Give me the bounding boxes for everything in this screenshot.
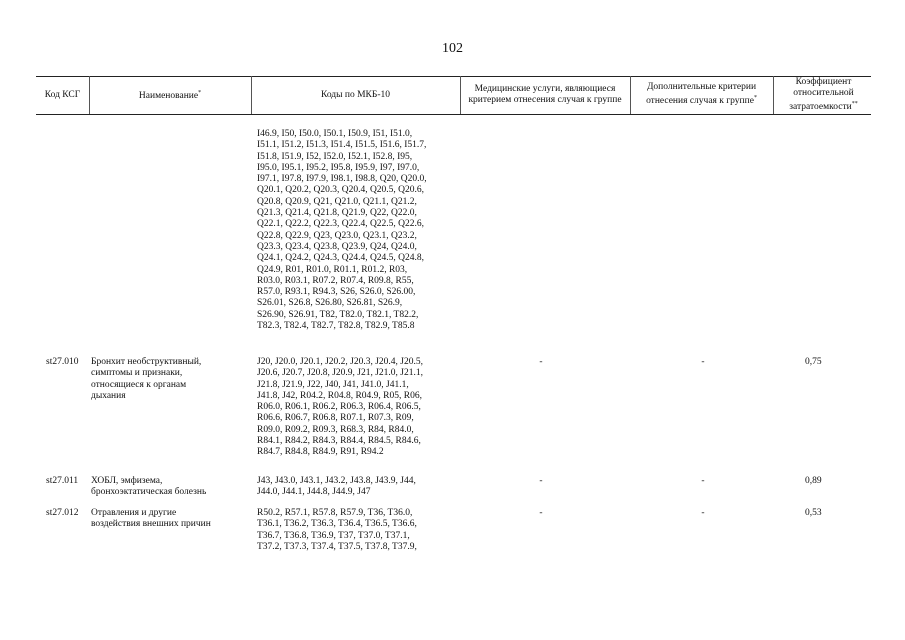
ksg-code-cell: st27.011 [46,476,79,486]
services-cell: - [539,357,543,367]
coefficient-cell: 0,89 [805,476,822,486]
ksg-code-cell: st27.010 [46,357,79,367]
header-bottom-rule [36,114,871,115]
mkb-codes-cell: I46.9, I50, I50.0, I50.1, I50.9, I51, I51.0, I51.1, I51.2, I51.3, I51.4, I51.5, I51.6, I51.7, I51.8, I51.9, I52, I52.0, I52.1, I52.8, I95, I95.0, I95.1, I95.2, I95.8, I95.9, I97, I97.0, I97.1, I97.8, I97.9, I98.1, I98.8, Q20, Q20.0, Q20.1, Q20.2, Q20.3, Q20.4, Q20.5, Q20.6, Q20.8, Q20.9, Q21, Q21.0, Q21.1, Q21.2, Q21.3, Q21.4, Q21.8, Q21.9, Q22, Q22.0, Q22.1, Q22.2, Q22.3, Q22.4, Q22.5, Q22.6, Q22.8, Q22.9, Q23, Q23.0, Q23.1, Q23.2, Q23.3, Q23.4, Q23.8, Q23.9, Q24, Q24.0, Q24.1, Q24.2, Q24.3, Q24.4, Q24.5, Q24.8, Q24.9, R01, R01.0, R01.1, R01.2, R03, R03.0, R03.1, R07.2, R07.4, R09.8, R55, R57.0, R93.1, R94.3, S26, S26.0, S26.00, S26.01, S26.8, S26.80, S26.81, S26.9, S26.90, S26.91, T82, T82.0, T82.1, T82.2, T82.3, T82.4, T82.7, T82.8, T82.9, T85.8 [257,129,427,332]
extra-criteria-cell: - [701,476,705,486]
header-extra-criteria: Дополнительные критерии отнесения случая к группе* [646,82,757,107]
column-divider [630,76,631,114]
mkb-codes-cell: J20, J20.0, J20.1, J20.2, J20.3, J20.4, J20.5, J20.6, J20.7, J20.8, J20.9, J21, J21.0, J21.1, J21.8, J21.9, J22, J40, J41, J41.0, J41.1, J41.8, J42, R04.2, R04.8, R04.9, R05, R06, R06.0, R06.1, R06.2, R06.3, R06.4, R06.5, R06.6, R06.7, R06.8, R07.1, R07.3, R09, R09.0, R09.2, R09.3, R68.3, R84, R84.0, R84.1, R84.2, R84.3, R84.4, R84.5, R84.6, R84.7, R84.8, R84.9, R91, R94.2 [257,357,424,458]
header-ksg-code: Код КСГ [44,89,81,100]
name-cell: Бронхит необструктивный, симптомы и признаки, относящиеся к органам дыхания [91,357,202,401]
header-name: Наименование* [138,89,202,102]
coefficient-cell: 0,53 [805,508,822,518]
coefficient-cell: 0,75 [805,357,822,367]
header-mkb-codes: Коды по МКБ-10 [320,89,391,100]
extra-criteria-cell: - [701,357,705,367]
name-cell: Отравления и другие воздействия внешних причин [91,508,211,530]
name-cell: ХОБЛ, эмфизема, бронхоэктатическая болезнь [91,476,207,498]
mkb-codes-cell: R50.2, R57.1, R57.8, R57.9, T36, T36.0, T36.1, T36.2, T36.3, T36.4, T36.5, T36.6, T36.7, T36.8, T36.9, T37, T37.0, T37.1, T37.2, T37.3, T37.4, T37.5, T37.8, T37.9, [257,508,417,552]
column-divider [773,76,774,114]
services-cell: - [539,476,543,486]
header-services: Медицинские услуги, являющиеся критерием отнесения случая к группе [468,84,622,105]
column-divider [460,76,461,114]
header-coefficient: Коэффициент относительной затратоемкости** [789,76,858,113]
mkb-codes-cell: J43, J43.0, J43.1, J43.2, J43.8, J43.9, J44, J44.0, J44.1, J44.8, J44.9, J47 [257,476,416,498]
page-number: 102 [442,41,463,56]
ksg-code-cell: st27.012 [46,508,79,518]
services-cell: - [539,508,543,518]
extra-criteria-cell: - [701,508,705,518]
